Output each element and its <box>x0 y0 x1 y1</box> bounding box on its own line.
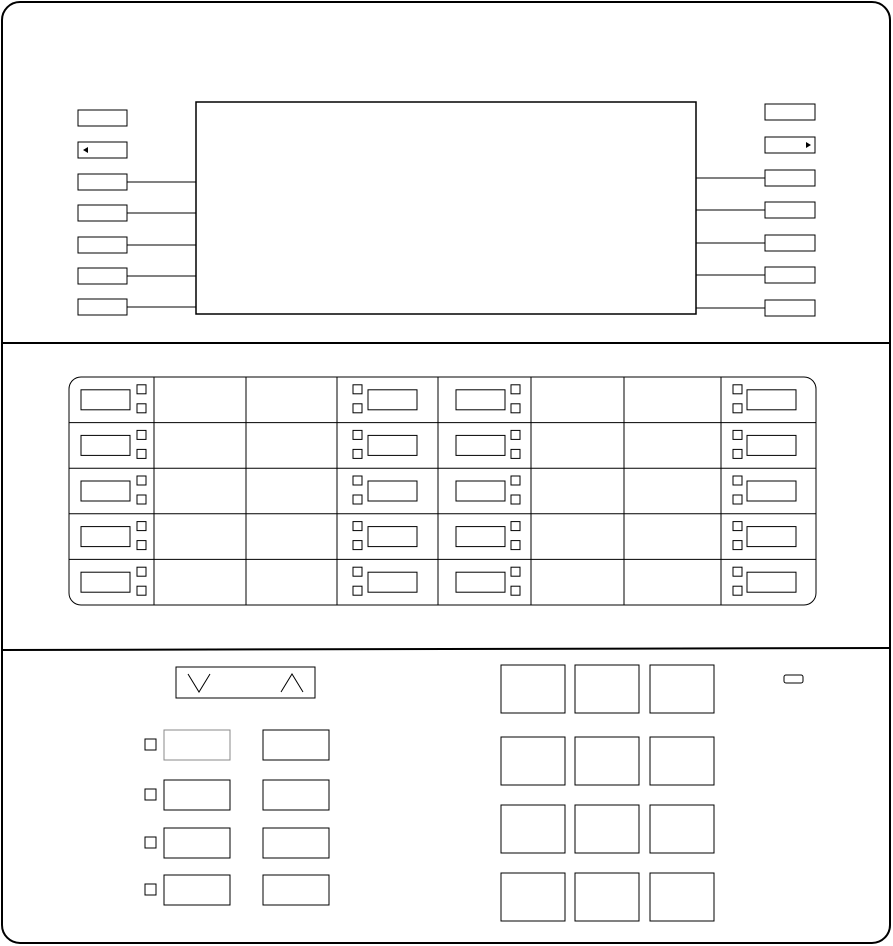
feature-button[interactable] <box>368 481 417 501</box>
function-button-3[interactable] <box>164 780 230 810</box>
dialpad-key[interactable] <box>650 873 714 921</box>
dialpad-key[interactable] <box>501 737 565 785</box>
feature-led-icon <box>733 404 742 413</box>
feature-button[interactable] <box>81 390 130 410</box>
right-softkey-6[interactable] <box>765 267 815 283</box>
feature-led-icon <box>733 567 742 576</box>
dialpad-key[interactable] <box>650 665 714 713</box>
dialpad-key[interactable] <box>501 805 565 853</box>
dialpad-key[interactable] <box>575 665 639 713</box>
feature-led-icon <box>137 522 146 531</box>
feature-led-icon <box>511 495 520 504</box>
feature-led-icon <box>733 385 742 394</box>
feature-led-icon <box>353 495 362 504</box>
feature-button[interactable] <box>81 481 130 501</box>
feature-led-icon <box>733 522 742 531</box>
dialpad-key[interactable] <box>650 805 714 853</box>
message-waiting-led-icon <box>784 675 803 683</box>
feature-button[interactable] <box>456 572 505 592</box>
feature-led-icon <box>511 385 520 394</box>
feature-led-icon <box>511 449 520 458</box>
right-softkey-4[interactable] <box>765 202 815 218</box>
feature-button[interactable] <box>747 435 796 455</box>
feature-button[interactable] <box>368 572 417 592</box>
feature-led-icon <box>511 522 520 531</box>
feature-button[interactable] <box>456 390 505 410</box>
feature-button[interactable] <box>456 527 505 547</box>
feature-led-icon <box>137 385 146 394</box>
feature-led-icon <box>137 404 146 413</box>
dialpad-key[interactable] <box>501 665 565 713</box>
feature-button-frame <box>69 377 816 605</box>
left-softkey-7[interactable] <box>78 299 127 315</box>
function-button-2[interactable] <box>263 730 329 760</box>
function-indicator-icon <box>145 739 156 750</box>
dialpad-key[interactable] <box>575 873 639 921</box>
feature-button[interactable] <box>81 572 130 592</box>
feature-button[interactable] <box>456 481 505 501</box>
feature-led-icon <box>137 586 146 595</box>
function-button-8[interactable] <box>263 875 329 905</box>
feature-led-icon <box>137 541 146 550</box>
function-button-4[interactable] <box>263 780 329 810</box>
feature-led-icon <box>353 567 362 576</box>
feature-led-icon <box>353 476 362 485</box>
feature-led-icon <box>137 567 146 576</box>
feature-led-icon <box>137 476 146 485</box>
feature-led-icon <box>137 449 146 458</box>
feature-button[interactable] <box>456 435 505 455</box>
volume-rocker[interactable] <box>176 667 315 698</box>
feature-led-icon <box>353 385 362 394</box>
feature-led-icon <box>511 567 520 576</box>
feature-led-icon <box>353 449 362 458</box>
feature-led-icon <box>733 541 742 550</box>
feature-led-icon <box>353 430 362 439</box>
feature-led-icon <box>353 586 362 595</box>
function-button-1[interactable] <box>164 730 230 760</box>
feature-button[interactable] <box>368 435 417 455</box>
right-softkey-3[interactable] <box>765 170 815 186</box>
feature-button[interactable] <box>747 572 796 592</box>
feature-button[interactable] <box>747 481 796 501</box>
feature-button[interactable] <box>368 390 417 410</box>
feature-led-icon <box>353 522 362 531</box>
feature-led-icon <box>733 495 742 504</box>
feature-button[interactable] <box>747 390 796 410</box>
feature-button[interactable] <box>747 527 796 547</box>
feature-led-icon <box>137 430 146 439</box>
feature-button[interactable] <box>81 435 130 455</box>
left-softkey-6[interactable] <box>78 268 127 284</box>
function-button-5[interactable] <box>164 828 230 858</box>
feature-led-icon <box>137 495 146 504</box>
feature-led-icon <box>733 449 742 458</box>
left-softkey-4[interactable] <box>78 205 127 221</box>
right-softkey-1[interactable] <box>765 104 815 120</box>
display-screen <box>196 102 696 314</box>
feature-button[interactable] <box>368 527 417 547</box>
feature-led-icon <box>733 586 742 595</box>
left-softkey-1[interactable] <box>78 110 127 126</box>
right-softkey-7[interactable] <box>765 300 815 316</box>
left-softkey-5[interactable] <box>78 237 127 253</box>
function-indicator-icon <box>145 837 156 848</box>
function-button-7[interactable] <box>164 875 230 905</box>
feature-led-icon <box>511 586 520 595</box>
feature-led-icon <box>511 541 520 550</box>
dialpad-key[interactable] <box>575 737 639 785</box>
dialpad-key[interactable] <box>501 873 565 921</box>
left-softkey-3[interactable] <box>78 174 127 190</box>
feature-led-icon <box>353 541 362 550</box>
dialpad-key[interactable] <box>650 737 714 785</box>
feature-led-icon <box>511 476 520 485</box>
function-indicator-icon <box>145 884 156 895</box>
dialpad-key[interactable] <box>575 805 639 853</box>
function-indicator-icon <box>145 789 156 800</box>
feature-led-icon <box>353 404 362 413</box>
volume-control[interactable] <box>176 667 315 698</box>
function-button-6[interactable] <box>263 828 329 858</box>
feature-led-icon <box>511 404 520 413</box>
feature-led-icon <box>511 430 520 439</box>
feature-button[interactable] <box>81 527 130 547</box>
feature-led-icon <box>733 430 742 439</box>
feature-led-icon <box>733 476 742 485</box>
right-softkey-5[interactable] <box>765 235 815 251</box>
